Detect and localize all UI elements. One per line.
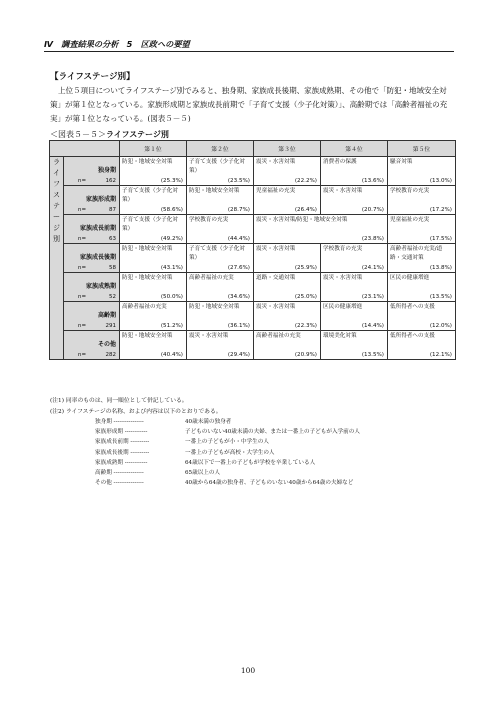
item-percent: (12.0%) (429, 323, 452, 329)
item-percent: (34.6%) (227, 294, 250, 300)
row-label (64, 157, 120, 186)
table-row (50, 244, 456, 273)
item-percent: (26.4%) (294, 207, 317, 213)
rank-cell (120, 157, 187, 186)
item-text: 学校教育の充実 (390, 188, 430, 194)
item-percent: (20.7%) (361, 207, 384, 213)
stage-name: 高齢期 (97, 312, 116, 319)
rank-cell (187, 244, 254, 273)
item-percent: (36.1%) (227, 323, 250, 329)
item-percent: (58.6%) (160, 207, 183, 213)
rank-cell (120, 186, 187, 215)
figure-label: ＜図表５－５＞ (50, 130, 106, 139)
item-percent: (14.4%) (361, 323, 384, 329)
item-text: 児童福祉の充実 (256, 188, 296, 194)
definition-row (95, 458, 360, 468)
rank-cell (321, 157, 388, 186)
n-value: 291 (105, 323, 116, 329)
item-percent: (27.6%) (227, 265, 250, 271)
table-row (50, 186, 456, 215)
n-value: 87 (109, 207, 116, 213)
item-text: 子育て支援（少子化対策） (189, 159, 245, 174)
stage-name: その他 (97, 341, 116, 348)
item-percent: (50.0%) (160, 294, 183, 300)
item-percent: (25.0%) (294, 294, 317, 300)
row-label (64, 186, 120, 215)
item-text: 高齢者福祉の充実 (189, 275, 234, 281)
vertical-label-char: フ (53, 180, 60, 188)
item-percent: (40.4%) (160, 352, 183, 358)
lifestage-table (49, 140, 456, 360)
page-header: Ⅳ 調査結果の分析 5 区政への要望 (44, 38, 454, 52)
n-prefix: n= (78, 236, 87, 242)
definition-row (95, 468, 360, 478)
rank-cell (388, 157, 456, 186)
item-text: 子育て支援（少子化対策） (189, 246, 245, 261)
table-row (50, 331, 456, 360)
item-text: 震災・水害対策 (256, 159, 296, 165)
stage-name: 独身期 (97, 167, 116, 174)
item-percent: (43.1%) (160, 265, 183, 271)
definition-term: 家族成長後期 ---------- (95, 449, 150, 456)
table-row (50, 302, 456, 331)
item-text: 震災・水害対策 (256, 246, 296, 252)
rank-header: 第５位 (388, 141, 456, 157)
rank-cell (254, 157, 321, 186)
definition-row (95, 448, 360, 458)
item-percent: (22.2%) (294, 178, 317, 184)
note: (注2) ライフステージの名称、および内容は以下のとおりである。 (50, 408, 222, 415)
rank-cell (321, 273, 388, 302)
rank-cell (254, 186, 321, 215)
definition-desc: 40歳未満の独身者 (185, 419, 232, 425)
n-prefix: n= (78, 294, 87, 300)
definition-desc: 一番上の子どもが高校・大学生の人 (185, 449, 275, 456)
definition-term: 独身期 ---------------- (95, 419, 144, 425)
item-text: 消費者の保護 (323, 159, 357, 165)
item-percent: (13.0%) (429, 178, 452, 184)
vertical-label-char: ス (53, 191, 60, 199)
rank-cell (254, 273, 321, 302)
n-prefix: n= (78, 323, 87, 329)
item-text: 防犯・地域安全対策 (122, 333, 173, 339)
table-row (50, 273, 456, 302)
vertical-label-char: ジ (53, 224, 60, 232)
row-label (64, 331, 120, 360)
item-percent: (20.9%) (294, 352, 317, 358)
item-percent: (24.1%) (361, 265, 384, 271)
item-percent: (13.6%) (361, 178, 384, 184)
rank-cell (120, 215, 187, 244)
item-text: 震災・水害対策 (256, 304, 296, 310)
definition-row (95, 417, 360, 427)
page-number: 100 (240, 666, 256, 675)
definition-term: 家族形成期 ------------ (95, 429, 148, 436)
row-label (64, 273, 120, 302)
item-percent: (44.4%) (227, 236, 250, 242)
definition-desc: 65歳以上の人 (185, 470, 221, 477)
vertical-label-char: テ (53, 202, 60, 210)
rank-cell (388, 331, 456, 360)
item-percent: (49.2%) (160, 236, 183, 242)
definition-desc: 子どものいない40歳未満の夫婦、または一番上の子どもが入学前の人 (185, 429, 360, 436)
rank-cell (187, 273, 254, 302)
rank-cell (187, 331, 254, 360)
rank-cell (120, 302, 187, 331)
rank-cell (388, 186, 456, 215)
item-percent: (22.3%) (294, 323, 317, 329)
definition-term: 高齢期 ---------------- (95, 470, 144, 477)
item-percent: (13.5%) (429, 294, 452, 300)
item-text: 環境美化対策 (323, 333, 357, 339)
item-percent: (17.2%) (429, 207, 452, 213)
item-percent: (28.7%) (227, 207, 250, 213)
table-notes (50, 396, 222, 417)
definition-term: その他 ---------------- (95, 480, 144, 487)
n-prefix: n= (78, 207, 87, 213)
item-percent: (12.1%) (429, 352, 452, 358)
item-text: 防犯・地域安全対策 (122, 275, 173, 281)
rank-cell (321, 186, 388, 215)
rank-cell (254, 215, 388, 244)
table-corner (50, 141, 120, 157)
item-text: 低所得者への支援 (390, 304, 435, 310)
n-value: 162 (105, 178, 116, 184)
item-percent: (23.8%) (361, 236, 384, 242)
item-text: 学校教育の充実 (189, 217, 229, 223)
item-percent: (25.9%) (294, 265, 317, 271)
rank-cell (120, 331, 187, 360)
rank-header: 第４位 (321, 141, 388, 157)
item-text: 震災・水害対策 (323, 188, 363, 194)
definition-term: 家族成長前期 ---------- (95, 439, 150, 446)
row-label (64, 244, 120, 273)
item-text: 区民の健康増進 (390, 275, 430, 281)
item-percent: (51.2%) (160, 323, 183, 329)
item-text: 震災・水害対策/防犯・地域安全対策 (256, 217, 348, 223)
lifestage-definitions (95, 417, 360, 488)
rank-cell (321, 244, 388, 273)
n-prefix: n= (78, 352, 87, 358)
n-value: 63 (109, 236, 116, 242)
definition-row (95, 427, 360, 437)
stage-name: 家族成熟期 (85, 283, 116, 290)
row-label (64, 302, 120, 331)
item-text: 防犯・地域安全対策 (122, 246, 173, 252)
rank-header: 第３位 (254, 141, 321, 157)
figure-title: ライフステージ別 (106, 130, 169, 139)
item-text: 児童福祉の充実 (390, 217, 430, 223)
item-text: 子育て支援（少子化対策） (122, 188, 178, 203)
rank-cell (388, 273, 456, 302)
rank-cell (120, 244, 187, 273)
item-text: 区民の健康増進 (323, 304, 363, 310)
rank-cell (187, 302, 254, 331)
n-prefix: n= (78, 178, 87, 184)
rank-cell (120, 273, 187, 302)
item-percent: (25.3%) (160, 178, 183, 184)
figure-caption (50, 129, 169, 140)
item-percent: (23.5%) (227, 178, 250, 184)
rank-cell (187, 215, 254, 244)
table-row (50, 157, 456, 186)
item-text: 道路・交通対策 (256, 275, 296, 281)
item-text: 震災・水害対策 (189, 333, 229, 339)
vertical-label (50, 157, 64, 360)
n-value: 58 (109, 265, 116, 271)
section-paragraph: 上位５項目についてライフステージ別でみると、独身期、家族成長後期、家族成熟期、その他で「防犯・地域安全対策」が第１位となっている。家族形成期と家族成長前期で「子育て支援（少子化対策）」、高齢期では「高齢者福祉の充実」が第１位となっている。(図表５－５) (50, 86, 448, 123)
item-text: 子育て支援（少子化対策） (122, 217, 178, 232)
vertical-label-char: 別 (53, 235, 60, 243)
table-header-row (50, 141, 456, 157)
rank-header: 第１位 (120, 141, 187, 157)
item-percent: (17.5%) (429, 236, 452, 242)
vertical-label-char: ー (53, 213, 60, 221)
note: (注1) 同率のものは、同一順位として併記している。 (50, 398, 188, 404)
item-percent: (23.1%) (361, 294, 384, 300)
definition-row (95, 478, 360, 488)
rank-cell (254, 244, 321, 273)
rank-cell (254, 331, 321, 360)
definition-desc: 一番上の子どもが小・中学生の人 (185, 439, 269, 446)
n-value: 52 (109, 294, 116, 300)
stage-name: 家族成長前期 (79, 225, 116, 232)
item-text: 高齢者福祉の充実 (122, 304, 167, 310)
item-text: 防犯・地域安全対策 (189, 188, 240, 194)
rank-cell (388, 244, 456, 273)
rank-cell (388, 215, 456, 244)
item-text: 高齢者福祉の充実 (256, 333, 301, 339)
item-percent: (13.5%) (361, 352, 384, 358)
definition-desc: 64歳以下で一番上の子どもが学校を卒業している人 (185, 459, 316, 466)
rank-cell (388, 302, 456, 331)
n-prefix: n= (78, 265, 87, 271)
rank-cell (321, 331, 388, 360)
section-title: 【ライフステージ別】 (50, 72, 135, 82)
definition-row (95, 437, 360, 447)
item-text: 震災・水害対策 (323, 275, 363, 281)
row-label (64, 215, 120, 244)
item-text: 高齢者福祉の充実/道路・交通対策 (390, 246, 443, 261)
rank-cell (187, 186, 254, 215)
definition-desc: 40歳から64歳の独身者、子どものいない40歳から64歳の夫婦など (185, 480, 354, 487)
item-text: 学校教育の充実 (323, 246, 363, 252)
item-text: 騒音対策 (390, 159, 413, 165)
stage-name: 家族形成期 (85, 196, 116, 203)
n-value: 282 (105, 352, 116, 358)
table-row (50, 215, 456, 244)
rank-header: 第２位 (187, 141, 254, 157)
rank-cell (321, 302, 388, 331)
item-text: 低所得者への支援 (390, 333, 435, 339)
item-percent: (29.4%) (227, 352, 250, 358)
item-text: 防犯・地域安全対策 (122, 159, 173, 165)
stage-name: 家族成長後期 (79, 254, 116, 261)
item-text: 防犯・地域安全対策 (189, 304, 240, 310)
vertical-label-char: ラ (53, 158, 60, 166)
rank-cell (254, 302, 321, 331)
definition-term: 家族成熟期 ------------ (95, 459, 148, 466)
vertical-label-char: イ (53, 169, 60, 177)
item-percent: (13.8%) (429, 265, 452, 271)
rank-cell (187, 157, 254, 186)
